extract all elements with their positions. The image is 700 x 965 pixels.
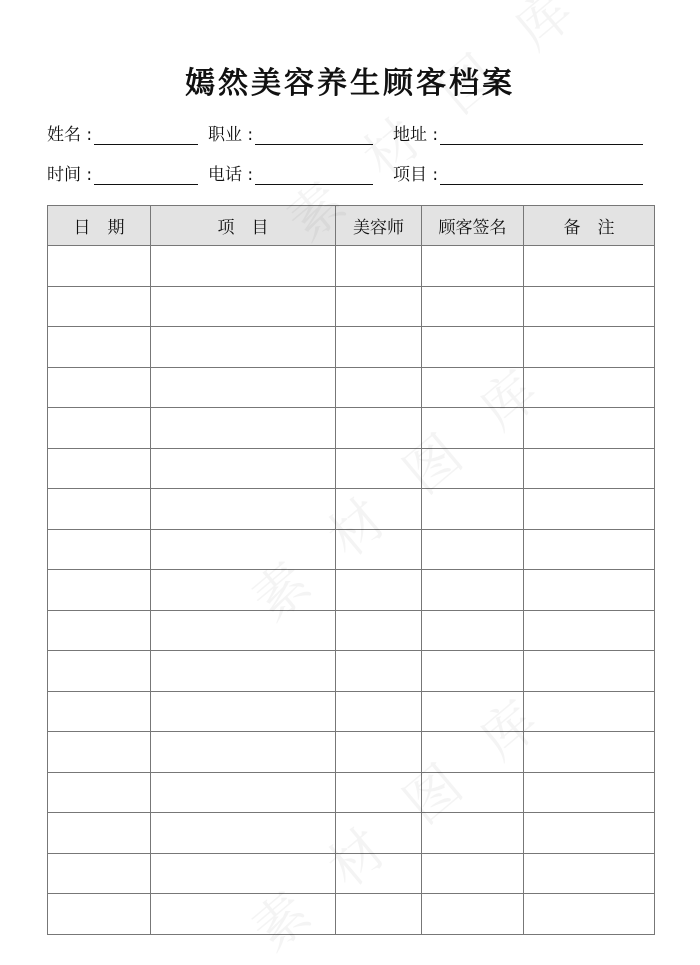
remarks-cell[interactable]: [524, 286, 655, 327]
remarks-cell[interactable]: [524, 772, 655, 813]
date-cell[interactable]: [48, 489, 151, 530]
table-row: [48, 408, 655, 449]
remarks-cell[interactable]: [524, 651, 655, 692]
header-remarks: 备 注: [524, 206, 655, 246]
address-label: 地址 :: [393, 125, 439, 145]
project-cell[interactable]: [151, 651, 336, 692]
signature-cell[interactable]: [422, 286, 524, 327]
beautician-cell[interactable]: [336, 286, 422, 327]
header-project: 项 目: [151, 206, 336, 246]
project-cell[interactable]: [151, 246, 336, 287]
table-row: [48, 610, 655, 651]
date-cell[interactable]: [48, 408, 151, 449]
remarks-cell[interactable]: [524, 570, 655, 611]
remarks-cell[interactable]: [524, 853, 655, 894]
project-input-line[interactable]: [440, 166, 643, 185]
date-cell[interactable]: [48, 570, 151, 611]
date-cell[interactable]: [48, 691, 151, 732]
project-label: 项目 :: [393, 165, 439, 185]
remarks-cell[interactable]: [524, 448, 655, 489]
name-input-line[interactable]: [94, 126, 198, 145]
form-title: 嫣然美容养生顾客档案: [185, 66, 515, 101]
date-cell[interactable]: [48, 327, 151, 368]
table-row: [48, 651, 655, 692]
header-date: 日 期: [48, 206, 151, 246]
date-cell[interactable]: [48, 610, 151, 651]
time-field[interactable]: [47, 160, 198, 185]
time-input-line[interactable]: [94, 166, 198, 185]
date-cell[interactable]: [48, 732, 151, 773]
table-row: [48, 286, 655, 327]
signature-cell[interactable]: [422, 894, 524, 935]
address-input-line[interactable]: [440, 126, 643, 145]
date-cell[interactable]: [48, 529, 151, 570]
date-cell[interactable]: [48, 813, 151, 854]
beautician-cell[interactable]: [336, 651, 422, 692]
header-beautician: 美容师: [336, 206, 422, 246]
project-cell[interactable]: [151, 772, 336, 813]
phone-label: 电话 :: [208, 165, 254, 185]
signature-cell[interactable]: [422, 529, 524, 570]
project-cell[interactable]: [151, 367, 336, 408]
table-row: [48, 732, 655, 773]
date-cell[interactable]: [48, 246, 151, 287]
date-cell[interactable]: [48, 286, 151, 327]
remarks-cell[interactable]: [524, 894, 655, 935]
date-cell[interactable]: [48, 651, 151, 692]
beautician-cell[interactable]: [336, 610, 422, 651]
name-label: 姓名 :: [47, 125, 93, 145]
beautician-cell[interactable]: [336, 246, 422, 287]
beautician-cell[interactable]: [336, 691, 422, 732]
remarks-cell[interactable]: [524, 246, 655, 287]
project-cell[interactable]: [151, 408, 336, 449]
project-field[interactable]: [393, 160, 643, 185]
signature-cell[interactable]: [422, 570, 524, 611]
project-cell[interactable]: [151, 610, 336, 651]
remarks-cell[interactable]: [524, 489, 655, 530]
date-cell[interactable]: [48, 772, 151, 813]
remarks-cell[interactable]: [524, 327, 655, 368]
remarks-cell[interactable]: [524, 529, 655, 570]
occupation-label: 职业 :: [208, 125, 254, 145]
table-row: [48, 691, 655, 732]
table-row: [48, 327, 655, 368]
project-cell[interactable]: [151, 732, 336, 773]
beautician-cell[interactable]: [336, 327, 422, 368]
project-cell[interactable]: [151, 448, 336, 489]
beautician-cell[interactable]: [336, 367, 422, 408]
project-cell[interactable]: [151, 286, 336, 327]
table-row: [48, 367, 655, 408]
signature-cell[interactable]: [422, 246, 524, 287]
remarks-cell[interactable]: [524, 610, 655, 651]
date-cell[interactable]: [48, 853, 151, 894]
time-label: 时间 :: [47, 165, 93, 185]
date-cell[interactable]: [48, 367, 151, 408]
date-cell[interactable]: [48, 448, 151, 489]
table-row: [48, 246, 655, 287]
project-cell[interactable]: [151, 327, 336, 368]
remarks-cell[interactable]: [524, 813, 655, 854]
project-cell[interactable]: [151, 691, 336, 732]
name-field[interactable]: [47, 120, 198, 145]
header-customer-signature: 顾客签名: [422, 206, 524, 246]
date-cell[interactable]: [48, 894, 151, 935]
signature-cell[interactable]: [422, 610, 524, 651]
signature-cell[interactable]: [422, 853, 524, 894]
